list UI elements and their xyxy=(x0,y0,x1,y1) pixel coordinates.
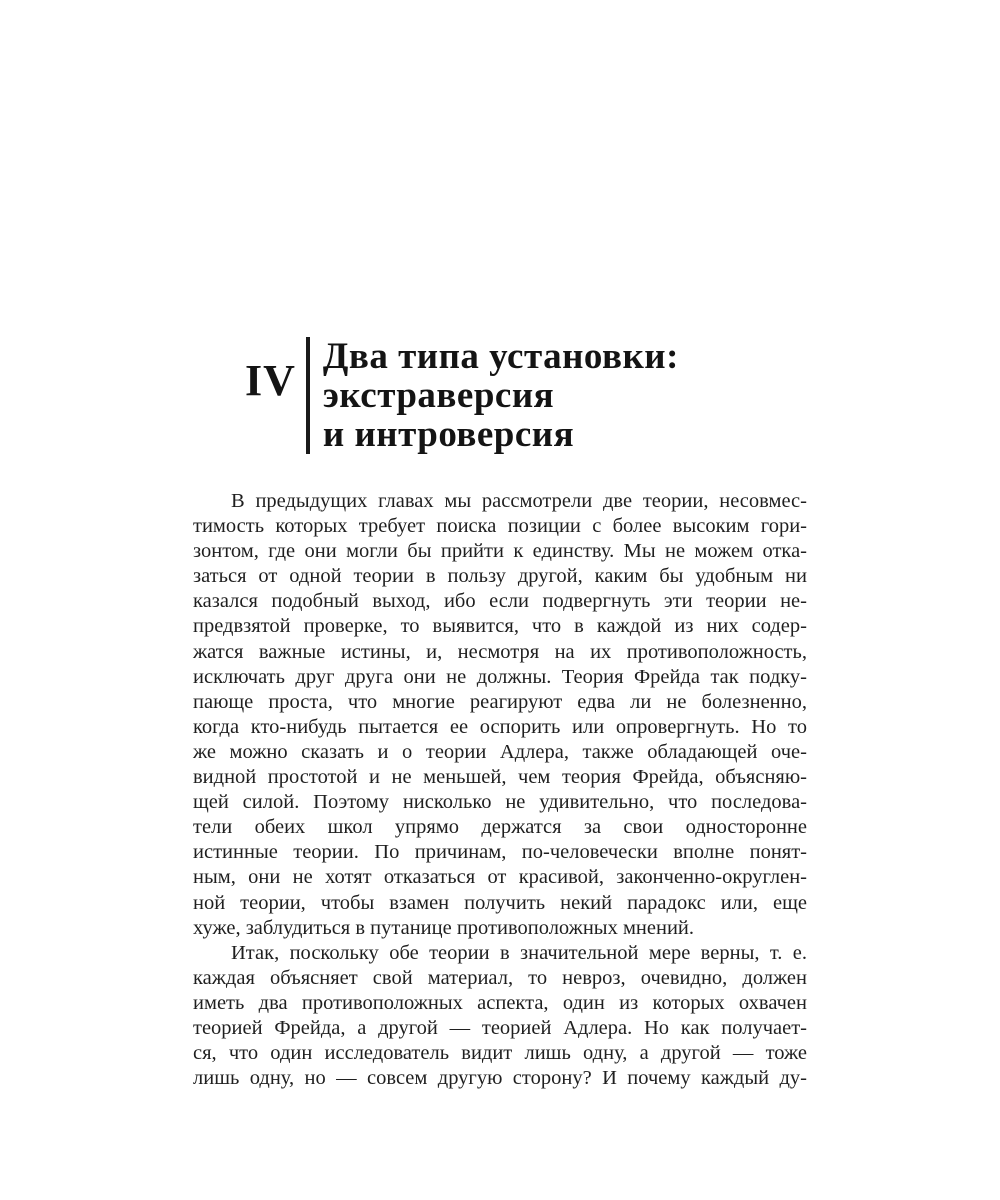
chapter-title-line-3: и интроверсия xyxy=(322,414,575,455)
paragraph xyxy=(193,941,807,1092)
chapter-heading xyxy=(245,337,679,454)
text-line: предвзятой проверке, то выявится, что в каждой из них содер- xyxy=(193,615,807,638)
text-line: В предыдущих главах мы рассмотрели две теории, несовмес- xyxy=(231,490,807,512)
text-line: исключать друг друга они не должны. Теория Фрейда так подку- xyxy=(193,665,807,688)
text-line: теорией Фрейда, а другой — теорией Адлера. Но как получает- xyxy=(193,1016,807,1039)
text-line: жатся важные истины, и, несмотря на их противоположность, xyxy=(193,640,807,663)
text-line: Итак, поскольку обе теории в значительной мере верны, т. е. xyxy=(231,941,807,964)
text-line: заться от одной теории в пользу другой, каким бы удобным ни xyxy=(193,565,807,588)
body-text xyxy=(193,489,807,1091)
text-line: истинные теории. По причинам, по-человечески вполне понят- xyxy=(193,841,807,864)
text-line: же можно сказать и о теории Адлера, также обладающей оче- xyxy=(193,740,807,763)
chapter-title-line-1: Два типа установки: xyxy=(322,336,679,377)
text-line: пающе проста, что многие реагируют едва ли не болезненно, xyxy=(193,690,807,713)
text-line: лишь одну, но — совсем другую сторону? И почему каждый ду- xyxy=(193,1067,807,1090)
chapter-title xyxy=(323,337,679,454)
paragraph xyxy=(193,489,807,941)
text-line: ным, они не хотят отказаться от красивой, законченно-округлен- xyxy=(193,866,807,889)
text-line: ной теории, чтобы взамен получить некий парадокс или, еще xyxy=(193,891,807,914)
text-line: когда кто-нибудь пытается ее оспорить или опровергнуть. Но то xyxy=(193,715,807,738)
chapter-number: IV xyxy=(245,356,296,405)
text-line: тели обеих школ упрямо держатся за свои односторонне xyxy=(193,816,807,839)
text-line: щей силой. Поэтому нисколько не удивительно, что последова- xyxy=(193,791,807,814)
text-line: зонтом, где они могли бы прийти к единству. Мы не можем отка- xyxy=(193,540,807,563)
text-line: тимость которых требует поиска позиции с более высоким гори- xyxy=(193,515,807,538)
text-line: каждая объясняет свой материал, то невроз, очевидно, должен xyxy=(193,966,807,989)
text-line: иметь два противоположных аспекта, один из которых охвачен xyxy=(193,991,807,1014)
text-line: казался подобный выход, ибо если подвергнуть эти теории не- xyxy=(193,590,807,613)
chapter-divider-bar xyxy=(306,337,310,454)
text-line: ся, что один исследователь видит лишь одну, а другой — тоже xyxy=(193,1042,807,1065)
chapter-title-line-2: экстраверсия xyxy=(322,375,555,416)
text-line: видной простотой и не меньшей, чем теория Фрейда, объясняю- xyxy=(193,766,807,789)
text-line: хуже, заблудиться в путанице противоположных мнений. xyxy=(193,916,695,939)
